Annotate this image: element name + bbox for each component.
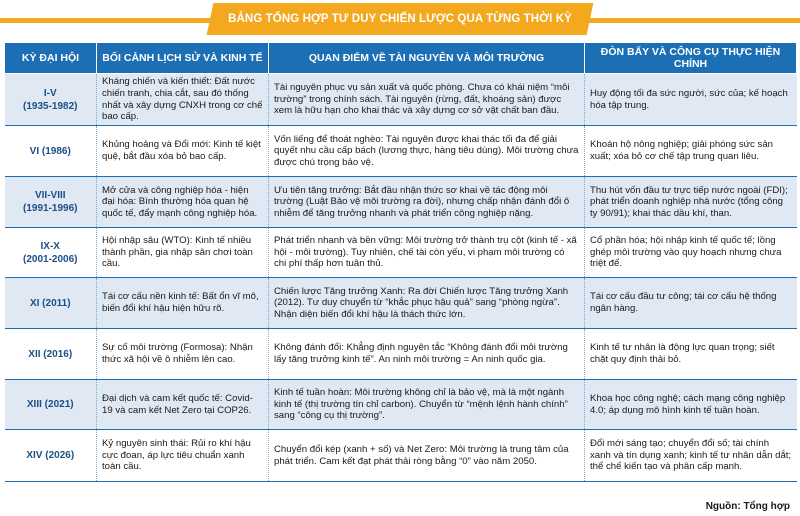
source-note: Nguồn: Tổng hợp: [705, 501, 790, 512]
table-row: [5, 430, 797, 482]
title-stripe-right: [570, 18, 800, 23]
era-years: (2001-2006): [23, 253, 78, 265]
context-cell: Kháng chiến và kiến thiết: Đất nước chiến tranh, chia cắt, sau đó thống nhất và xây dựng CNXH trong cơ chế bao cấp.: [97, 74, 269, 126]
context-cell: Tái cơ cấu nền kinh tế: Bất ổn vĩ mô, biến đổi khí hậu hiện hữu rõ.: [97, 278, 269, 329]
levers-cell: Thu hút vốn đầu tư trực tiếp nước ngoài (FDI); phát triển doanh nghiệp nhà nước (tổng công ty 90/91); khai thác dầu khí, than.: [585, 177, 797, 228]
title-stripe-left: [0, 18, 230, 23]
levers-cell: Tái cơ cấu đầu tư công; tái cơ cấu hệ thống ngân hàng.: [585, 278, 797, 329]
era-years: (1991-1996): [23, 203, 78, 214]
era-cell: [5, 126, 97, 177]
era-cell: [5, 380, 97, 430]
table-row: [5, 126, 797, 177]
header-levers: ĐÒN BẨY VÀ CÔNG CỤ THỰC HIỆN CHÍNH: [585, 43, 797, 74]
context-cell: Đại dịch và cam kết quốc tế: Covid-19 và cam kết Net Zero tại COP26.: [97, 380, 269, 430]
era-label: IX-X: [40, 240, 60, 252]
context-cell: Khủng hoảng và Đổi mới: Kinh tế kiệt quệ, bắt đầu xóa bỏ bao cấp.: [97, 126, 269, 177]
title-banner: [0, 0, 800, 40]
page-title: BẢNG TỔNG HỢP TƯ DUY CHIẾN LƯỢC QUA TỪNG THỜI KỲ: [228, 13, 572, 25]
context-cell: Kỷ nguyên sinh thái: Rủi ro khí hậu cực đoan, áp lực tiêu chuẩn xanh toàn cầu.: [97, 430, 269, 482]
era-cell: [5, 177, 97, 228]
era-cell: [5, 430, 97, 482]
era-label: VII-VIII: [34, 190, 66, 201]
view-cell: Chuyển đổi kép (xanh + số) và Net Zero: Môi trường là trung tâm của phát triển. Cam kết đạt phát thải ròng bằng “0” vào năm 2050.: [269, 430, 585, 482]
era-label: XI (2011): [29, 297, 71, 309]
era-label: VI (1986): [29, 145, 71, 157]
levers-cell: Khoán hộ nông nghiệp; giải phóng sức sản xuất; xóa bỏ cơ chế tập trung quan liêu.: [585, 126, 797, 177]
view-cell: Vốn liếng để thoát nghèo: Tài nguyên được khai thác tối đa để giải quyết nhu cầu cấp bách (lương thực, hàng tiêu dùng). Môi trường chưa được chú trọng bảo vệ.: [269, 126, 585, 177]
era-label: XIV (2026): [26, 450, 75, 461]
era-label: XII (2016): [28, 348, 73, 360]
view-cell: Kinh tế tuần hoàn: Môi trường không chỉ là bảo vệ, mà là một ngành kinh tế (thị trường tín chỉ carbon). Chuyển từ “mệnh lệnh hành chính” sang “công cụ thị trường”.: [269, 380, 585, 430]
table-row: [5, 177, 797, 228]
header-era: KỲ ĐẠI HỘI: [5, 43, 97, 74]
table-row: [5, 329, 797, 380]
table-row: [5, 228, 797, 278]
levers-cell: Kinh tế tư nhân là động lực quan trọng; siết chặt quy định thải bỏ.: [585, 329, 797, 380]
context-cell: Hội nhập sâu (WTO): Kinh tế nhiều thành phần, gia nhập sân chơi toàn cầu.: [97, 228, 269, 278]
context-cell: Mở cửa và công nghiệp hóa - hiện đại hóa: Bình thường hóa quan hệ quốc tế, đẩy mạnh công nghiệp hóa.: [97, 177, 269, 228]
table-header-row: [5, 43, 797, 74]
levers-cell: Huy động tối đa sức người, sức của; kế hoạch hóa tập trung.: [585, 74, 797, 126]
table-row: [5, 278, 797, 329]
view-cell: Tài nguyên phục vụ sản xuất và quốc phòng. Chưa có khái niệm “môi trường” trong chính sách. Tài nguyên (rừng, đất, khoáng sản) được xem là hữu hạn cho khai thác và xây dựng cơ sở vật chất ban đầu.: [269, 74, 585, 126]
era-cell: [5, 74, 97, 126]
era-cell: [5, 278, 97, 329]
view-cell: Chiến lược Tăng trưởng Xanh: Ra đời Chiến lược Tăng trưởng Xanh (2012). Tư duy chuyển từ “khắc phục hậu quả” sang “phòng ngừa”. Nhận diện biến đổi khí hậu là thách thức lớn.: [269, 278, 585, 329]
context-cell: Sự cố môi trường (Formosa): Nhận thức xã hội về ô nhiễm lên cao.: [97, 329, 269, 380]
view-cell: Không đánh đổi: Khẳng định nguyên tắc “Không đánh đổi môi trường lấy tăng trưởng kinh tế”. An ninh môi trường = An ninh quốc gia.: [269, 329, 585, 380]
era-years: (1935-1982): [23, 100, 78, 112]
table-row: [5, 380, 797, 430]
view-cell: Ưu tiên tăng trưởng: Bắt đầu nhận thức sơ khai về tác động môi trường (Luật Bảo vệ môi trường ra đời), nhưng chấp nhận đánh đổi ô nhiễm để tăng trưởng nhanh và phát triển công nghiệp nặng.: [269, 177, 585, 228]
levers-cell: Khoa học công nghệ; cách mạng công nghiệp 4.0; áp dụng mô hình kinh tế tuần hoàn.: [585, 380, 797, 430]
levers-cell: Cổ phần hóa; hội nhập kinh tế quốc tế; lồng ghép môi trường vào quy hoạch nhưng chưa triệt để.: [585, 228, 797, 278]
era-cell: [5, 329, 97, 380]
era-label: XIII (2021): [26, 399, 74, 410]
table-row: [5, 74, 797, 126]
era-cell: [5, 228, 97, 278]
header-view: QUAN ĐIỂM VỀ TÀI NGUYÊN VÀ MÔI TRƯỜNG: [269, 43, 585, 74]
view-cell: Phát triển nhanh và bền vững: Môi trường trở thành trụ cột (kinh tế - xã hội - môi trường). Tuy nhiên, chế tài còn yếu, vi phạm môi trường có chi phí thấp hơn tuân thủ.: [269, 228, 585, 278]
strategy-table: [4, 42, 797, 482]
levers-cell: Đổi mới sáng tạo; chuyển đổi số; tài chính xanh và tín dụng xanh; kinh tế tư nhân dẫn dắt; thể chế kiến tạo và phân cấp mạnh.: [585, 430, 797, 482]
era-label: I-V: [43, 87, 57, 99]
header-context: BỐI CẢNH LỊCH SỬ VÀ KINH TẾ: [97, 43, 269, 74]
